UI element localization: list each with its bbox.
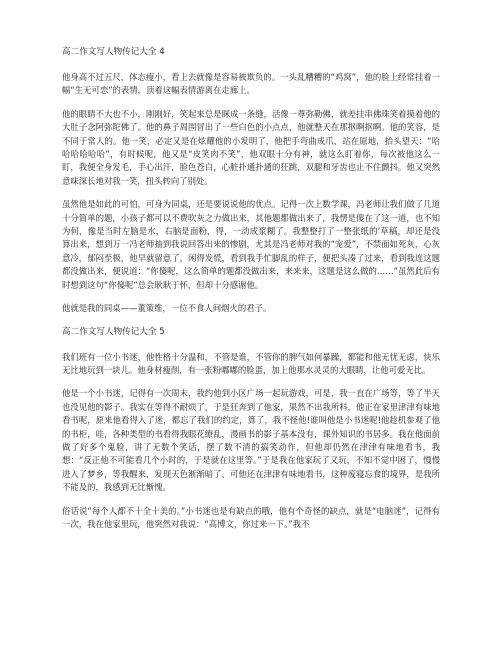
paragraph: 俗话说“每个人都不十全十美的。”小书迷也是有缺点的哦，他有个奇怪的缺点，就是“电脑迷”，记得有一次，我在他家里玩，他突然对我说：“高博文，你过来一下。”我不 (62, 505, 440, 529)
biography-section-4 (62, 46, 440, 316)
paragraph: 他是一个小书迷，记得有一次周末，我约他到小区广场一起玩游戏，可是，我一直在广场等，等了半天也没见他的影子。我实在等得不耐烦了，于是狂奔到了他家，果然不出我所料，他正在家里津津有味地看书呢，原来他看得入了迷，都忘了我们的约定，算了，我不怪他!谁叫他是小书迷呢!他趁机参观了他的书柜，哇，各种类型的书看得我眼花缭乱，漫画书的影子基本没有，课外知识的书居多。我在他面前做了好多个鬼脸，讲了无数个笑话，摆了数不清的搞笑动作，但他却仍然在津津有味地看书，我想：“反正他不可能看几个小时的，于是就在这里等。”于是我在他家玩了又玩，不知不觉中困了，慢慢进入了梦乡，等我醒来，发现天色渐渐暗了，可他还在津津有味地看书，这种废寝忘食的境界，是我所不能及的，我感到无比惭愧。 (62, 388, 440, 493)
paragraph: 他就是我的同桌——董策维，一位不食人间烟火的君子。 (62, 303, 272, 314)
paragraph: 虽然他是如此的可怕，可身为同桌，还是要说说他的优点。记得一次上数学课，冯老师让我们做了几道十分简单的题，小孩子都可以不费吹灰之力做出来，其他题都做出来了，我愣是傻在了这一道，也不知为何，像是当时左脑是水，右脑是面粉，得，一动成浆糊了。我整整打了一整张纸的‘草稿，却还是没算出来，想到万一冯老师抽到我说回答出来的惨剧，尤其是冯老师对我的“宠爱”，不禁面如死灰，心灰意冷，郁闷至极，他早就留意了，闲得发慌，看到我手忙脚乱的样子，便把头凑了过来，看到我连这题都没做出来，便说道：“你傻呢，这么简单的题都没做出来，来来来，这题是这么做的……”虽然此后有时想到这句“你傻呢”总会耿耿于怀，但却十分感谢他。 (62, 199, 440, 290)
biography-section-5 (62, 326, 440, 532)
paragraph: 他的眼睛不大也不小，刚刚好，笑起来总是眯成一条缝，活像一尊弥勒佛，就差挂串佛珠笑着摸着他的大肚子念阿弥陀佛了。他的鼻子周围冒出了一些白色的小点点，他就整天在那抠啊抠啊。他的笑容，是不同于常人的。他一笑，必定又是在炫耀他的小发明了，他把手弯曲成爪，站在原地，抬头望天：“哈哈哈哈哈哈”，有时候呢，他又是“皮笑肉不笑”，他双眼十分有神，就这么盯着你，每次被他这么一盯，我便全身发毛，手心出汗，脸色苍白，心脏扑通扑通的狂跳，双腿和牙齿也止不住颤抖。他又突然意味深长地对我一笑，扭头转向了别处。 (62, 108, 440, 186)
paragraph: 他身高不过五尺，体态瘦小，看上去就像是容易被欺负的。一头乱糟糟的“鸡窝”，他的脸上经常挂着一幅“生无可恋”的表情，顶着这幅表情游离在走廊上。 (62, 72, 440, 96)
section-title: 高二作文写人物传记大全 4 (62, 47, 165, 57)
document-page (62, 46, 440, 531)
paragraph: 我们班有一位小书迷，他性格十分温和，不管是谁，不管你的脾气如何暴躁，都能和他无忧无虑，快乐无比地玩到一块儿。他身材瘦削，有一张粉嘟嘟的脸蛋，加上他那水灵灵的大眼睛，让他可爱无比。 (62, 351, 440, 375)
section-title: 高二作文写人物传记大全 5 (62, 326, 165, 337)
